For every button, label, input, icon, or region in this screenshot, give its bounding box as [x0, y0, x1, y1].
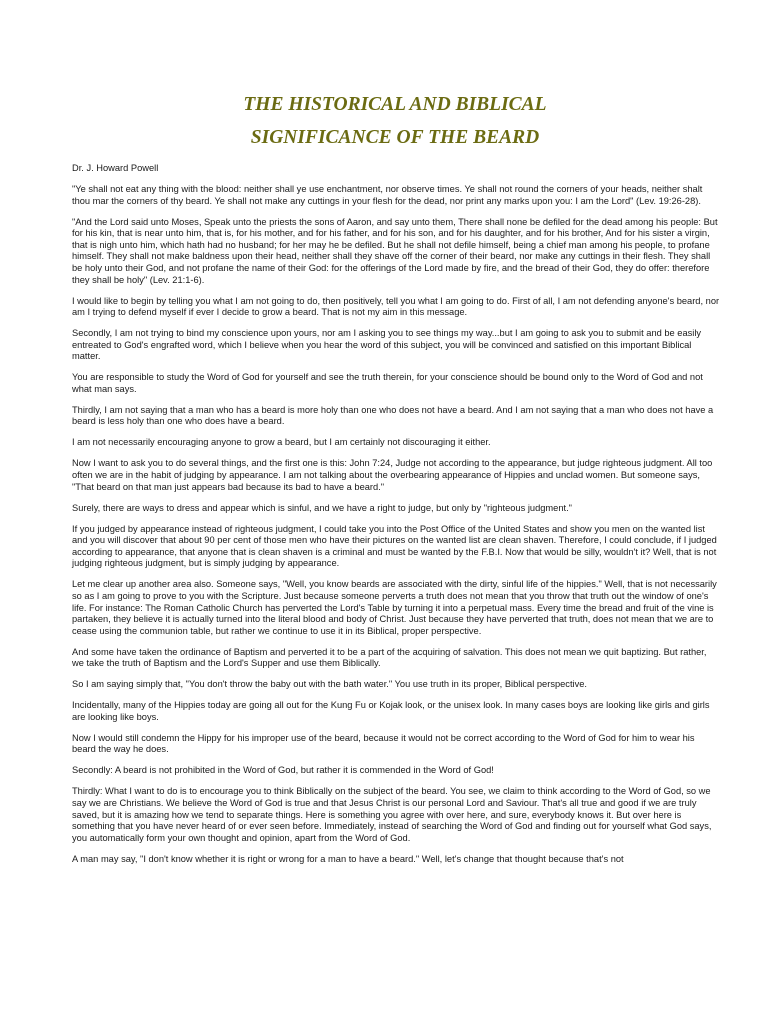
paragraph: "And the Lord said unto Moses, Speak unto the priests the sons of Aaron, and say unto them, There shall none be defiled for the dead among his people: But for his kin, that is near unto him, that is, for his mother, and for his father, and for his son, and for his daughter, and for his brother, And for his sister a virgin, that is nigh unto him, which hath had no husband; for her may he be defiled. But he shall not defile himself, being a chief man among his people, to profane himself. They shall not make baldness upon their head, neither shall they shave off the corner of their beard, nor make any cuttings in their flesh. They shall be holy unto their God, and not profane the name of their God: for the offerings of the Lord made by fire, and the bread of their God, they do offer: therefore they shall be holy" (Lev. 21:1-6). [72, 216, 718, 285]
paragraph: Now I would still condemn the Hippy for his improper use of the beard, because it would not be correct according to the Word of God for him to wear his beard the way he does. [72, 732, 695, 755]
paragraph: And some have taken the ordinance of Baptism and perverted it to be a part of the acquiring of salvation. This does not mean we quit baptizing. But rather, we take the truth of Baptism and the Lord's Supper and use them Biblically. [72, 646, 707, 669]
paragraph: Now I want to ask you to do several things, and the first one is this: John 7:24, Judge not according to the appearance, but judge righteous judgment. All too often we are in the habit of judging by appearance. I am not talking about the overbearing appearance of Hippies and unclad women. But someone says, "That beard on that man just appears bad because its bad to have a beard." [72, 458, 713, 492]
paragraph: Incidentally, many of the Hippies today are going all out for the Kung Fu or Kojak look, or the unisex look. In many cases boys are looking like girls and girls are looking like boys. [72, 700, 710, 722]
paragraph: I would like to begin by telling you what I am not going to do, then positively, tell you what I am going to do. First of all, I am not defending anyone's beard, nor am I trying to defend myself if ever I decide to grow a beard. That is not my aim in this message. [72, 295, 720, 318]
title-line-2: SIGNIFICANCE OF THE BEARD [250, 127, 540, 148]
title-line-1: THE HISTORICAL AND BIBLICAL [243, 94, 547, 115]
author-line: Dr. J. Howard Powell [72, 163, 159, 173]
paragraph: Secondly: A beard is not prohibited in the Word of God, but rather it is commended in the Word of God! [72, 765, 494, 776]
paragraph: Let me clear up another area also. Someone says, "Well, you know beards are associated with the dirty, sinful life of the hippies." Well, that is not necessarily so as I am going to prove to you with the Scripture. Just because someone perverts a truth does not mean that you throw that truth out the window of one's life. For instance: The Roman Catholic Church has perverted the Lord's Table by turning it into a perpetual mass. Every time the bread and fruit of the vine is partaken, they believe it is actually turned into the literal blood and body of Christ. Just because they have perverted that truth, does not mean that we are to cease using the communion table, but rather we continue to use it in its Biblical, proper perspective. [72, 579, 717, 636]
paragraph: Secondly, I am not trying to bind my conscience upon yours, nor am I asking you to see things my way...but I am going to ask you to submit and be easily entreated to God's engrafted word, which I believe when you hear the word of this subject, you will be convinced and satisfied on this important Biblical matter. [72, 328, 702, 362]
paragraph: Thirdly, I am not saying that a man who has a beard is more holy than one who does not have a beard. And I am not saying that a man who does not have a beard is less holy than one who does have a beard. [72, 404, 714, 427]
paragraph: I am not necessarily encouraging anyone to grow a beard, but I am certainly not discouraging it either. [72, 437, 491, 448]
paragraph: "Ye shall not eat any thing with the blood: neither shall ye use enchantment, nor observe times. Ye shall not round the corners of your heads, neither shalt thou mar the corners of thy beard. Ye shall not make any cuttings in your flesh for the dead, nor print any marks upon you: I am the Lord" (Lev. 19:26-28). [72, 183, 703, 206]
paragraph: Thirdly: What I want to do is to encourage you to think Biblically on the subject of the beard. You see, we claim to think according to the Word of God, so we say we are Christians. We believe the Word of God is true and that Jesus Christ is our personal Lord and Saviour. That's all true and good if we are truly saved, but it is amazing how we tend to separate things. Here is something you agree with over here, and sure, everybody knows it. But over here is something that you have never heard of or ever seen before. Immediately, instead of searching the Word of God and finding out for yourself what God says, you automatically form your own thought and opinion, apart from the Word of God. [72, 786, 712, 843]
paragraph: If you judged by appearance instead of righteous judgment, I could take you into the Post Office of the United States and show you men on the wanted list and you will discover that about 90 per cent of those men who have their pictures on the wanted list are clean shaven. Therefore, I could conclude, if I judged according to appearance, that anyone that is clean shaven is a criminal and must be wanted by the F.B.I. Now that would be silly, wouldn't it? Well, that is not judging righteous judgment, but is simply judging by appearance. [72, 523, 717, 569]
article-body [72, 163, 720, 875]
paragraph: A man may say, "I don't know whether it is right or wrong for a man to have a beard." Well, let's change that thought because that's not [72, 853, 624, 864]
paragraph: Surely, there are ways to dress and appear which is sinful, and we have a right to judge, but only by "righteous judgment." [72, 502, 572, 513]
paragraph: You are responsible to study the Word of God for yourself and see the truth therein, for your conscience should be bound only to the Word of God and not what man says. [72, 372, 703, 394]
paragraph: So I am saying simply that, "You don't throw the baby out with the bath water." You use truth in its proper, Biblical perspective. [72, 679, 588, 690]
